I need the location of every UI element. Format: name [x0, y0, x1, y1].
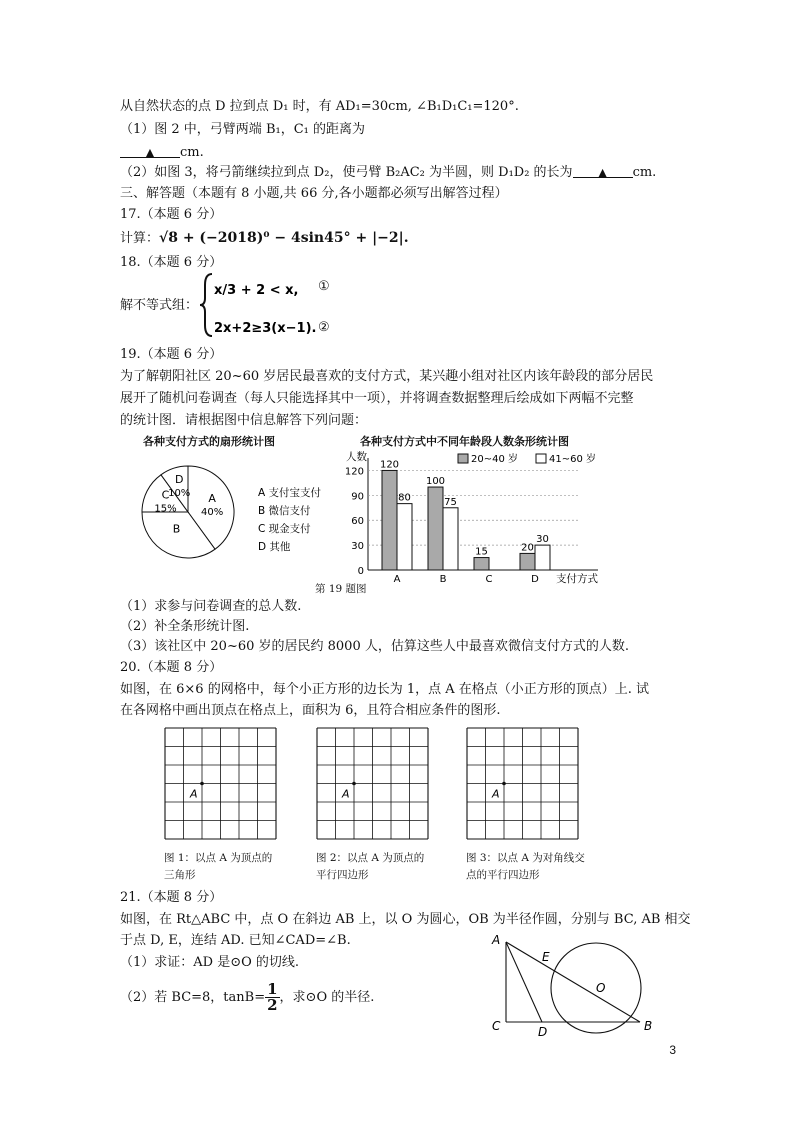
bar-title: 各种支付方式中不同年龄段人数条形统计图: [360, 435, 569, 448]
bar-value-label: 80: [398, 492, 411, 504]
pie-label: A: [208, 492, 216, 506]
bar-a-series-2: [397, 504, 412, 570]
pie-legend-entry: B 微信支付: [258, 505, 311, 517]
legend-swatch: [458, 454, 468, 463]
q20-header: 20.（本题 8 分）: [120, 660, 223, 675]
bar-value-label: 30: [536, 534, 549, 546]
q19-header: 19.（本题 6 分）: [120, 347, 223, 362]
segment-ad: [506, 942, 542, 1022]
q21-sub2: （2）若 BC=8，tanB= $\frac{1}{2}$ ，求⊙O 的半径.: [120, 980, 375, 1014]
x-tick-label: D: [531, 574, 539, 585]
y-axis-label: 人数: [346, 451, 367, 463]
inequality-2: 2x+2≥3(x−1).: [214, 321, 317, 336]
page-number: 3: [669, 1043, 676, 1057]
bar-value-label: 100: [425, 476, 446, 488]
bar-a-series-1: [382, 470, 397, 570]
bar-value-label: 20: [521, 542, 534, 554]
pie-value-label: 10%: [168, 487, 191, 499]
bar-c-series-1: [474, 558, 489, 570]
mark-1: ①: [318, 279, 330, 294]
point-a: [352, 782, 356, 786]
left-brace: [200, 274, 212, 336]
inequality-1: x/3 + 2 < x,: [214, 283, 299, 298]
pie-value-label: 15%: [154, 503, 177, 515]
point-a-label: A: [492, 787, 500, 801]
label-d: D: [538, 1025, 548, 1039]
legend-swatch: [536, 454, 546, 463]
pie-label: B: [172, 522, 181, 536]
y-tick-label: 60: [351, 516, 364, 528]
answer-blank: ▲: [573, 163, 633, 178]
q21-header: 21.（本题 8 分）: [120, 890, 223, 905]
grid-caption-2: 图 2：以点 A 为顶点的 平行四边形: [316, 852, 425, 881]
q1-text: （1）图 2 中，弓臂两端 B₁，C₁ 的距离为: [120, 122, 365, 137]
q21-para: 如图，在 Rt△ABC 中，点 O 在斜边 AB 上，以 O 为圆心，OB 为半径作圆，分别与 BC, AB 相交: [120, 912, 691, 927]
q19-sub2: （2）补全条形统计图.: [120, 619, 250, 634]
segment-ab: [506, 942, 640, 1022]
q21-sub1: （1）求证：AD 是⊙O 的切线.: [120, 955, 300, 970]
q17-expression: 计算：√8 + (−2018)⁰ − 4sin45° + |−2|.: [120, 230, 409, 246]
point-a: [502, 782, 506, 786]
label-b: B: [644, 1019, 653, 1033]
q19-sub3: （3）该社区中 20~60 岁的居民约 8000 人，估算这些人中最喜欢微信支付方式的人数.: [120, 639, 629, 654]
q19-para: 的统计图．请根据图中信息解答下列问题：: [120, 413, 368, 428]
point-a-label: A: [342, 787, 350, 801]
point-a: [200, 782, 204, 786]
x-tick-label: A: [393, 574, 401, 585]
q20-para: 如图，在 6×6 的网格中，每个小正方形的边长为 1，点 A 在格点（小正方形的顶点）上. 试: [120, 682, 650, 697]
y-tick-label: 0: [357, 566, 364, 577]
grid-figure-1: [164, 727, 279, 842]
label-a: A: [492, 933, 501, 947]
section-heading: 三、解答题（本题有 8 小题,共 66 分,各小题都必须写出解答过程）: [120, 186, 508, 201]
q18-prefix: 解不等式组：: [120, 298, 199, 313]
bar-value-label: 75: [444, 496, 457, 508]
grid-figure-3: [466, 727, 581, 842]
q19-para: 展开了随机问卷调查（每人只能选择其中一项），并将调查数据整理后绘成如下两幅不完整: [120, 391, 634, 406]
figure-caption: 第 19 题图: [315, 583, 367, 595]
q19-sub1: （1）求参与问卷调查的总人数.: [120, 599, 302, 614]
fraction: $\frac{1}{2}$: [267, 980, 278, 1014]
grid-figure-2: [316, 727, 431, 842]
pie-legend-entry: A 支付宝支付: [258, 487, 322, 499]
point-a-label: A: [190, 787, 198, 801]
pie-title: 各种支付方式的扇形统计图: [143, 435, 275, 448]
legend-label: 41~60 岁: [549, 454, 597, 465]
bar-value-label: 120: [379, 459, 400, 471]
label-o: O: [596, 981, 606, 995]
pie-legend-entry: C 现金支付: [258, 523, 311, 535]
q2-line: （2）如图 3，将弓箭继续拉到点 D₂，使弓臂 B₂AC₂ 为半圆，则 D₁D₂ 的长为 ▲ cm.: [120, 165, 657, 180]
x-tick-label: B: [439, 574, 447, 585]
q17-header: 17.（本题 6 分）: [120, 207, 223, 222]
y-tick-label: 90: [351, 491, 364, 503]
bar-d-series-2: [535, 545, 550, 570]
label-c: C: [492, 1019, 501, 1033]
bar-value-label: 15: [475, 546, 488, 558]
pie-value-label: 40%: [200, 507, 224, 519]
x-axis-label: 支付方式: [556, 573, 598, 585]
mark-2: ②: [318, 320, 330, 335]
grid-caption-3: 图 3：以点 A 为对角线交 点的平行四边形: [466, 852, 585, 881]
label-e: E: [542, 950, 550, 964]
bar-chart: [340, 450, 620, 585]
answer-blank: ▲: [120, 143, 180, 158]
bar-b-series-1: [428, 487, 443, 570]
q1-answer-line: ▲ cm.: [120, 143, 204, 163]
pie-label: D: [174, 472, 184, 486]
q21-para: 于点 D, E，连结 AD. 已知∠CAD=∠B.: [120, 933, 351, 948]
pie-legend-entry: D 其他: [258, 541, 291, 553]
pie-label: C: [161, 488, 170, 502]
y-tick-label: 30: [351, 541, 364, 553]
q18-header: 18.（本题 6 分）: [120, 255, 223, 270]
bar-d-series-1: [520, 553, 535, 570]
legend-label: 20~40 岁: [471, 454, 519, 465]
bar-b-series-2: [443, 508, 458, 570]
q21-geometry-figure: [480, 930, 680, 1050]
intro-line: 从自然状态的点 D 拉到点 D₁ 时，有 AD₁=30cm, ∠B₁D₁C₁=120°.: [120, 99, 519, 114]
grid-caption-1: 图 1：以点 A 为顶点的 三角形: [164, 852, 273, 881]
x-tick-label: C: [485, 574, 493, 585]
q20-para: 在各网格中画出顶点在格点上，面积为 6，且符合相应条件的图形.: [120, 703, 501, 718]
y-tick-label: 120: [344, 466, 364, 478]
q19-para: 为了解朝阳社区 20~60 岁居民最喜欢的支付方式，某兴趣小组对社区内该年龄段的部分居民: [120, 369, 654, 384]
pie-chart: [140, 450, 340, 570]
